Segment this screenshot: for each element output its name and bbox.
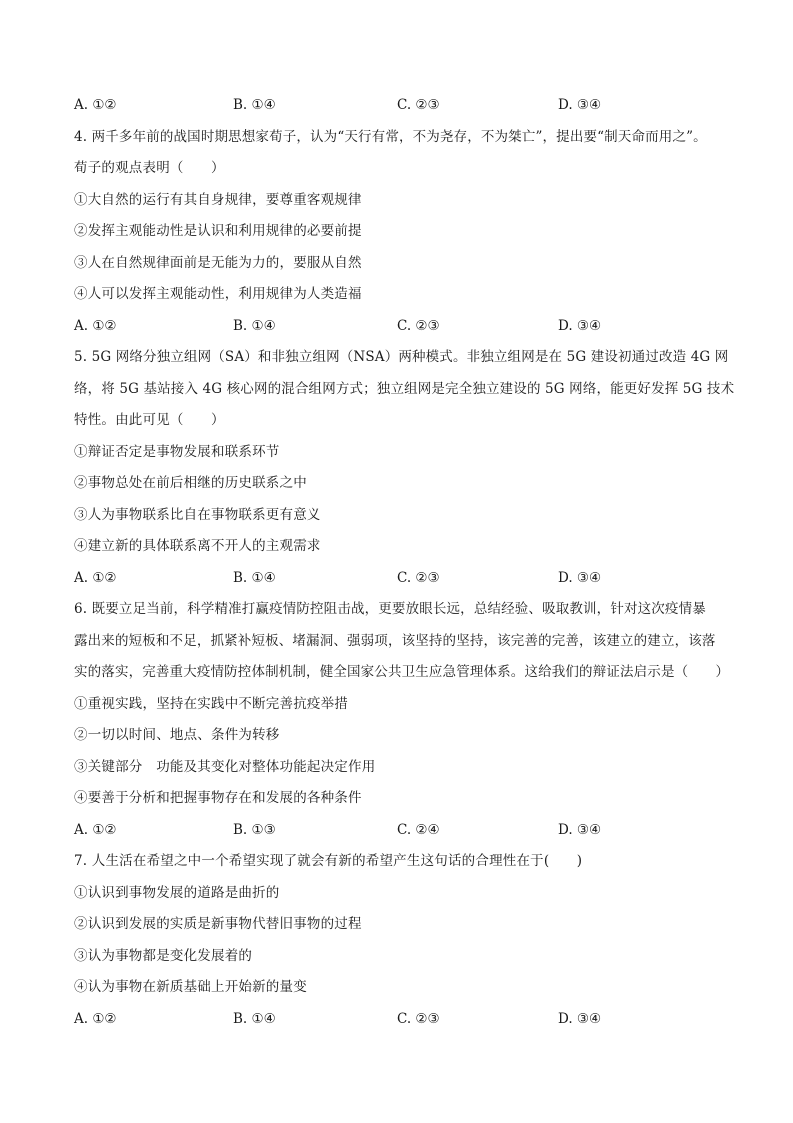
- q6-item-4: ④要善于分析和把握事物存在和发展的各种条件: [74, 790, 362, 806]
- q5-item-4: ④建立新的具体联系离不开人的主观需求: [74, 538, 321, 554]
- q7-stem-line-1: 7. 人生活在希望之中一个希望实现了就会有新的希望产生这句话的合理性在于( ): [74, 853, 583, 869]
- q6-stem-line-3: 实的落实，完善重大疫情防控体制机制，健全国家公共卫生应急管理体系。这给我们的辩证法启示是（ ）: [74, 664, 730, 680]
- q6-option-d: D. ③④: [558, 822, 602, 838]
- q4-option-a: A. ①②: [74, 318, 117, 334]
- q7-item-3: ③认为事物都是变化发展着的: [74, 948, 253, 964]
- q5-item-2: ②事物总处在前后相继的历史联系之中: [74, 475, 307, 491]
- q3-option-d: D. ③④: [558, 97, 602, 113]
- q4-item-3: ③人在自然规律面前是无能为力的，要服从自然: [74, 255, 362, 271]
- q6-item-2: ②一切以时间、地点、条件为转移: [74, 727, 280, 743]
- q5-stem-line-3: 特性。由此可见（ ）: [74, 412, 225, 428]
- q3-option-a: A. ①②: [74, 97, 117, 113]
- q7-option-c: C. ②③: [397, 1011, 440, 1027]
- q7-item-4: ④认为事物在新质基础上开始新的量变: [74, 979, 307, 995]
- q5-option-c: C. ②③: [397, 570, 440, 586]
- q6-stem-line-1: 6. 既要立足当前，科学精准打赢疫情防控阻击战，更要放眼长远，总结经验、吸取教训，针对这次疫情暴: [74, 601, 706, 617]
- q5-stem-line-2: 络，将 5G 基站接入 4G 核心网的混合组网方式；独立组网是完全独立建设的 5G 网络，能更好发挥 5G 技术: [74, 381, 735, 397]
- q6-item-1: ①重视实践，坚持在实践中不断完善抗疫举措: [74, 696, 348, 712]
- q5-item-3: ③人为事物联系比自在事物联系更有意义: [74, 507, 321, 523]
- q4-item-1: ①大自然的运行有其自身规律，要尊重客观规律: [74, 192, 362, 208]
- q4-option-b: B. ①④: [233, 318, 276, 334]
- q5-stem-line-1: 5. 5G 网络分独立组网（SA）和非独立组网（NSA）两种模式。非独立组网是在 5G 建设初通过改造 4G 网: [74, 349, 729, 365]
- q4-item-2: ②发挥主观能动性是认识和利用规律的必要前提: [74, 223, 362, 239]
- q6-option-c: C. ②④: [397, 822, 440, 838]
- q5-option-d: D. ③④: [558, 570, 602, 586]
- q7-option-b: B. ①④: [233, 1011, 276, 1027]
- q4-option-c: C. ②③: [397, 318, 440, 334]
- q5-option-b: B. ①④: [233, 570, 276, 586]
- q4-stem-line-2: 荀子的观点表明（ ）: [74, 160, 225, 176]
- q7-item-2: ②认识到发展的实质是新事物代替旧事物的过程: [74, 916, 362, 932]
- q6-stem-line-2: 露出来的短板和不足，抓紧补短板、堵漏洞、强弱项，该坚持的坚持，该完善的完善，该建立的建立，该落: [74, 633, 716, 649]
- q6-option-a: A. ①②: [74, 822, 117, 838]
- q4-stem-line-1: 4. 两千多年前的战国时期思想家荀子，认为“天行有常，不为尧存，不为桀亡”，提出要“制天命而用之”。: [74, 129, 707, 145]
- q5-option-a: A. ①②: [74, 570, 117, 586]
- q5-item-1: ①辩证否定是事物发展和联系环节: [74, 444, 280, 460]
- q7-item-1: ①认识到事物发展的道路是曲折的: [74, 885, 280, 901]
- q4-option-d: D. ③④: [558, 318, 602, 334]
- q6-item-3: ③关键部分 功能及其变化对整体功能起决定作用: [74, 759, 376, 775]
- q3-option-b: B. ①④: [233, 97, 276, 113]
- q6-option-b: B. ①③: [233, 822, 276, 838]
- q4-item-4: ④人可以发挥主观能动性，利用规律为人类造福: [74, 286, 362, 302]
- q7-option-d: D. ③④: [558, 1011, 602, 1027]
- q7-option-a: A. ①②: [74, 1011, 117, 1027]
- q3-option-c: C. ②③: [397, 97, 440, 113]
